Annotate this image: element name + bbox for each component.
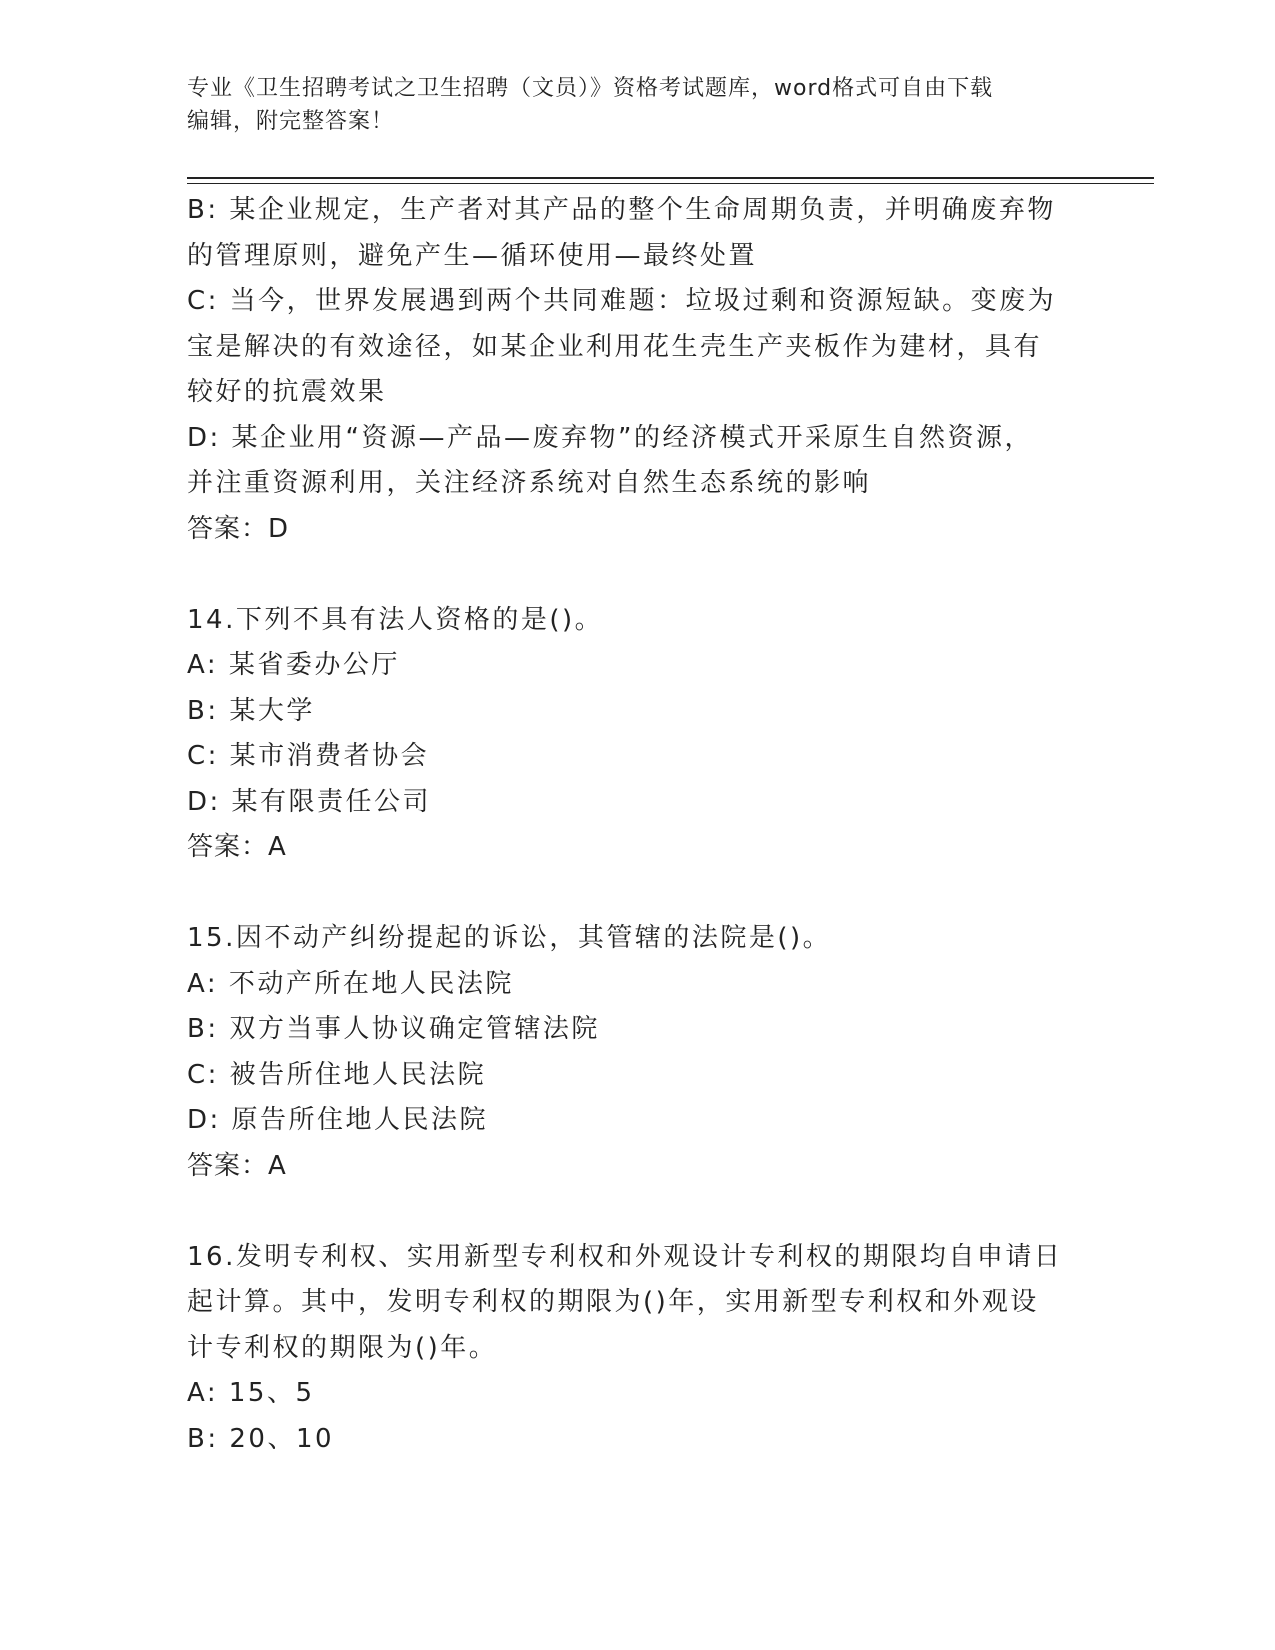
spacer (187, 871, 1087, 917)
q16-stem-line-1: 16.发明专利权、实用新型专利权和外观设计专利权的期限均自申请日 (187, 1241, 1063, 1272)
spacer (187, 1189, 1087, 1235)
question-13-block (187, 188, 1087, 552)
q14-option-c: C: 某市消费者协会 (187, 741, 430, 771)
header-divider-thick (187, 177, 1154, 179)
q15-option-d: D: 原告所住地人民法院 (187, 1105, 489, 1135)
q15-answer: 答案：A (187, 1150, 287, 1181)
q15-stem: 15.因不动产纠纷提起的诉讼，其管辖的法院是()。 (187, 923, 832, 953)
q13-option-d-line-1: D: 某企业用“资源—产品—废弃物”的经济模式开采原生自然资源， (187, 422, 1033, 453)
q14-option-d: D: 某有限责任公司 (187, 786, 432, 817)
q13-option-b-line-1: B: 某企业规定，生产者对其产品的整个生命周期负责，并明确废弃物 (187, 195, 1056, 225)
header-divider-thin (187, 183, 1154, 184)
q14-option-a: A: 某省委办公厅 (187, 650, 400, 680)
header-line-2: 编辑，附完整答案！ (187, 109, 395, 134)
q16-stem-line-3: 计专利权的期限为()年。 (187, 1332, 498, 1363)
question-15-block (187, 916, 1087, 1189)
q16-option-a: A: 15、5 (187, 1378, 315, 1408)
q15-option-b: B: 双方当事人协议确定管辖法院 (187, 1014, 600, 1044)
question-14-block (187, 598, 1087, 871)
q13-option-d-line-2: 并注重资源利用，关注经济系统对自然生态系统的影响 (187, 468, 872, 498)
q14-answer: 答案：A (187, 832, 287, 862)
q13-option-c-line-3: 较好的抗震效果 (187, 377, 387, 407)
q15-option-a: A: 不动产所在地人民法院 (187, 968, 514, 999)
question-content (187, 188, 1087, 1462)
q16-stem-line-2: 起计算。其中，发明专利权的期限为()年，实用新型专利权和外观设 (187, 1287, 1039, 1317)
q15-option-c: C: 被告所住地人民法院 (187, 1059, 487, 1090)
spacer (187, 552, 1087, 598)
q13-answer: 答案：D (187, 513, 290, 544)
question-16-block (187, 1235, 1087, 1463)
q14-option-b: B: 某大学 (187, 695, 315, 726)
q13-option-b-line-2: 的管理原则，避免产生—循环使用—最终处置 (187, 240, 758, 271)
q16-option-b: B: 20、10 (187, 1423, 335, 1454)
q13-option-c-line-1: C: 当今，世界发展遇到两个共同难题：垃圾过剩和资源短缺。变废为 (187, 286, 1057, 316)
q14-stem: 14.下列不具有法人资格的是()。 (187, 604, 604, 635)
q13-option-c-line-2: 宝是解决的有效途径，如某企业利用花生壳生产夹板作为建材，具有 (187, 331, 1043, 362)
document-header (187, 72, 1067, 138)
header-line-1: 专业《卫生招聘考试之卫生招聘（文员）》资格考试题库，word格式可自由下载 (187, 76, 994, 101)
